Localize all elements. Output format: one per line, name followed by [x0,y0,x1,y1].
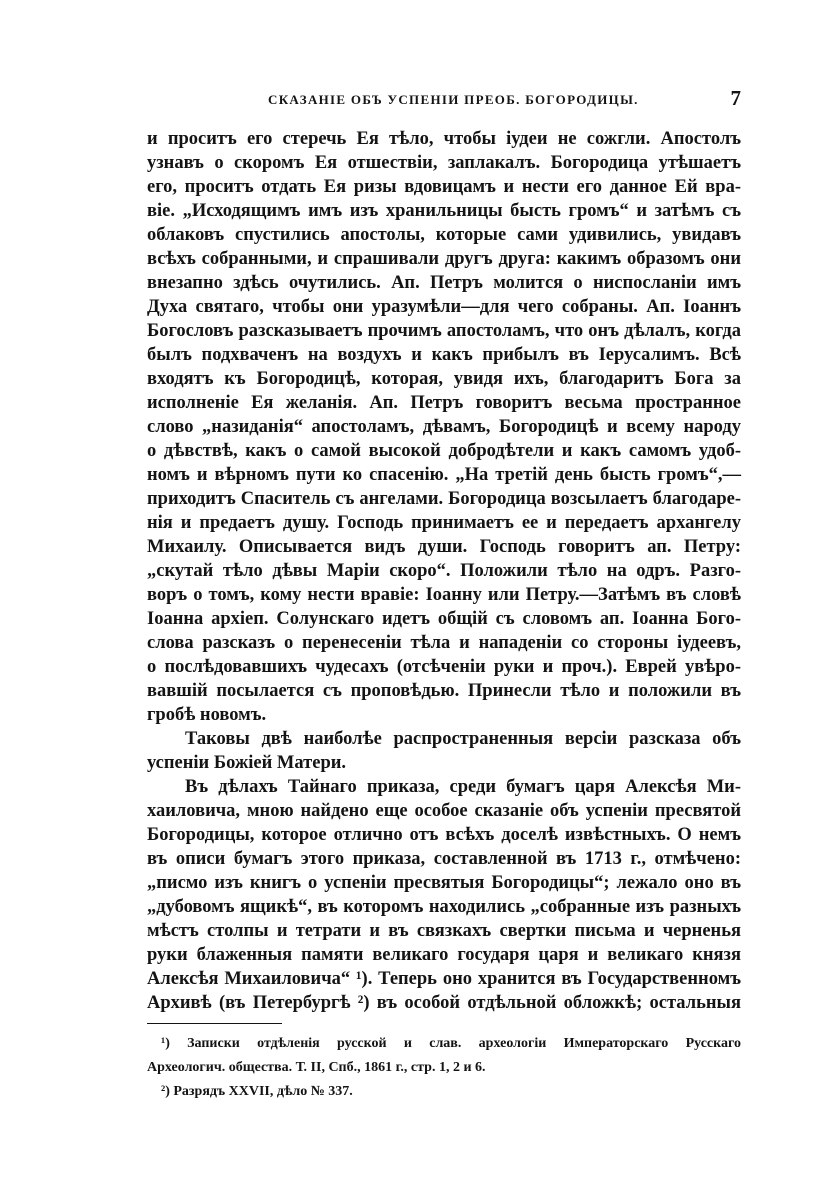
text-line: гробѣ новомъ. [147,705,267,725]
text-line: Михаилу. Описывается видъ души. Господь говоритъ ап. Петру: [147,537,741,557]
text-line: „скутай тѣло дѣвы Маріи скоро“. Положили тѣло на одръ. Разго- [147,561,741,581]
text-line: Богословъ разсказываетъ прочимъ апостоламъ, что онъ дѣлалъ, когда [147,321,741,341]
running-head: СКАЗАНІЕ ОБЪ УСПЕНІИ ПРЕОБ. БОГОРОДИЦЫ. [268,92,639,107]
text-line: былъ подхваченъ на воздухъ и какъ прибылъ въ Іерусалимъ. Всѣ [147,345,741,365]
text-line: его, проситъ отдать Ея ризы вдовицамъ и нести его данное Ей вра- [147,177,741,197]
text-line: „дубовомъ ящикѣ“, въ которомъ находились „собранные изъ разныхъ [147,897,741,917]
text-line: исполненіе Ея желанія. Ап. Петръ говоритъ весьма пространное [147,393,741,413]
footnote-1: ¹) Записки отдѣленія русской и слав. археологіи Императорскаго Русскаго [161,1036,741,1051]
text-line: всѣхъ собранными, и спрашивали другъ друга: какимъ образомъ они [147,249,741,269]
text-line: номъ и вѣрномъ пути ко спасенію. „На третій день бысть громъ“,— [147,465,741,485]
text-line: и проситъ его стеречь Ея тѣло, чтобы іудеи не сожгли. Апостолъ [147,129,741,149]
footnote-divider [147,1023,282,1024]
text-line: внезапно здѣсь очутились. Ап. Петръ молится о ниспосланіи имъ [147,273,741,293]
footnotes [147,1032,741,1104]
text-line: входятъ къ Богородицѣ, которая, увидя ихъ, благодаритъ Бога за [147,369,741,389]
text-line: приходитъ Спаситель съ ангелами. Богородица возсылаетъ благодаре- [147,489,741,509]
text-line: віе. „Исходящимъ имъ изъ хранильницы бысть громъ“ и затѣмъ съ [147,201,741,221]
footnote-1-continued: Археологич. общества. Т. II, Спб., 1861 г., стр. 1, 2 и 6. [147,1060,486,1075]
text-line: хаиловича, мною найдено еще особое сказаніе объ успеніи пресвятой [147,801,741,821]
text-line: руки блаженныя памяти великаго государя царя и великаго князя [147,945,741,965]
text-line: Іоанна архіеп. Солунскаго идетъ общій съ словомъ ап. Іоанна Бого- [147,609,741,629]
text-line: успеніи Божіей Матери. [147,753,347,773]
text-line: слова разсказъ о перенесеніи тѣла и нападеніи со стороны іудеевъ, [147,633,741,653]
text-line: облаковъ спустились апостолы, которые сами удивились, увидавъ [147,225,741,245]
text-line: Духа святаго, чтобы они уразумѣли—для чего собраны. Ап. Іоаннъ [147,297,741,317]
text-line: „писмо изъ книгъ о успеніи пресвятыя Богородицы“; лежало оно въ [147,873,741,893]
text-line: Въ дѣлахъ Тайнаго приказа, среди бумагъ царя Алексѣя Ми- [185,777,741,797]
page-header [147,86,741,112]
text-line: о дѣвствѣ, какъ о самой высокой добродѣтели и какъ самомъ удоб- [147,441,741,461]
text-line: воръ о томъ, кому нести вравіе: Іоанну или Петру.—Затѣмъ въ словѣ [147,585,741,605]
text-line: узнавъ о скоромъ Ея отшествіи, заплакалъ. Богородица утѣшаетъ [147,153,741,173]
text-line: Архивѣ (въ Петербургѣ ²) въ особой отдѣльной обложкѣ; остальныя [147,993,741,1013]
text-line: Таковы двѣ наиболѣе распространенныя версіи разсказа объ [185,729,741,749]
text-line: въ описи бумагъ этого приказа, составленной въ 1713 г., отмѣчено: [147,849,741,869]
text-line: мѣстъ столпы и тетрати и въ связкахъ свертки письма и черненья [147,921,741,941]
text-line: нія и предаетъ душу. Господь принимаетъ ее и передаетъ архангелу [147,513,741,533]
text-line: Алексѣя Михаиловича“ ¹). Теперь оно хранится въ Государственномъ [147,969,741,989]
text-line: Богородицы, которое отлично отъ всѣхъ доселѣ извѣстныхъ. О немъ [147,825,741,845]
page-number: 7 [730,86,741,110]
text-line: вавшій посылается съ проповѣдью. Принесли тѣло и положили въ [147,681,741,701]
body-text [147,127,741,1015]
footnote-2: ²) Разрядъ XXVII, дѣло № 337. [161,1084,353,1099]
text-line: слово „назиданія“ апостоламъ, дѣвамъ, Богородицѣ и всему народу [147,417,741,437]
text-line: о послѣдовавшихъ чудесахъ (отсѣченіи руки и проч.). Еврей увѣро- [147,657,741,677]
